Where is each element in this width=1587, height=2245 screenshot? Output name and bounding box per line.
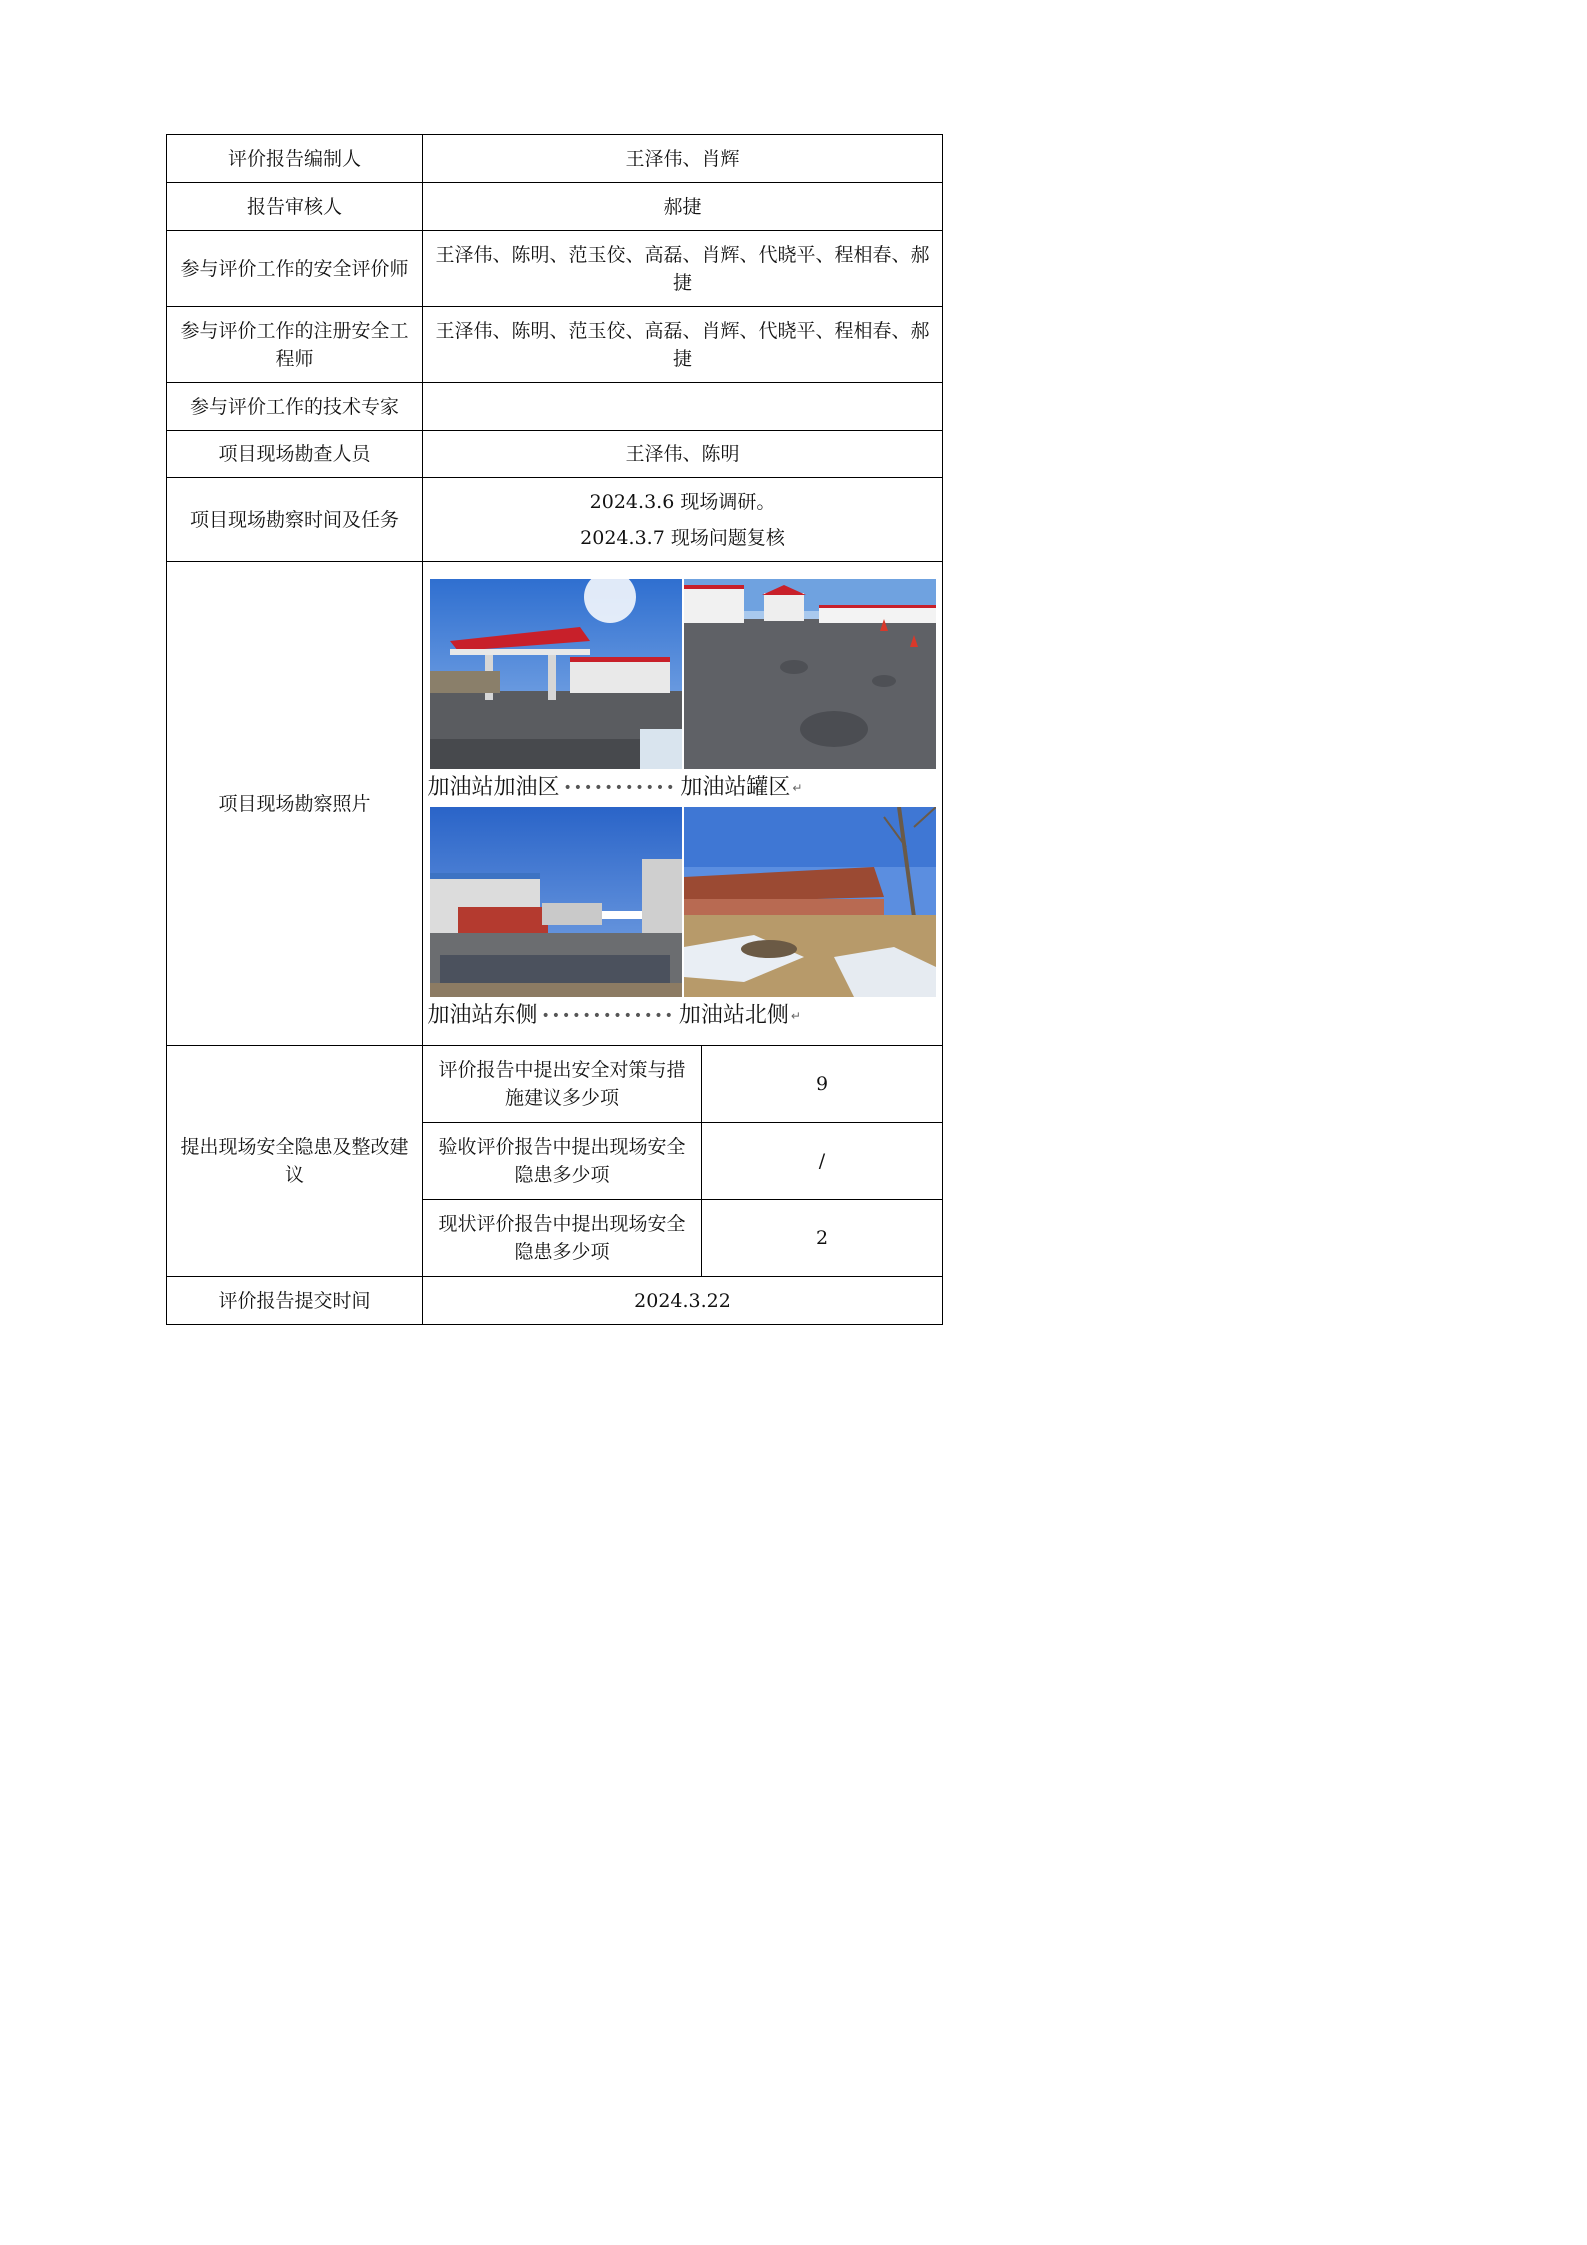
row-safety-evaluators [167, 231, 943, 307]
value-reviewer: 郝捷 [423, 183, 943, 231]
hazard-label-acceptance: 验收评价报告中提出现场安全隐患多少项 [423, 1122, 702, 1199]
value-safety-evaluators: 王泽伟、陈明、范玉佼、高磊、肖辉、代晓平、程相春、郝捷 [423, 231, 943, 307]
photos-cell [423, 562, 943, 1046]
survey-line-2: 2024.3.7 现场问题复核 [580, 526, 785, 549]
label-safety-evaluators: 参与评价工作的安全评价师 [167, 231, 423, 307]
photo-refuel-area [430, 579, 682, 769]
row-submit-time [167, 1277, 943, 1325]
row-site-personnel [167, 431, 943, 478]
label-registered-engineers: 参与评价工作的注册安全工程师 [167, 307, 423, 383]
photo-row-1 [430, 579, 936, 769]
caption-leader-dots: ••••••••••••• [541, 1007, 675, 1024]
caption-row-2 [428, 997, 938, 1035]
caption-east-side: 加油站东侧 [427, 1002, 538, 1028]
value-compiler: 王泽伟、肖辉 [423, 135, 943, 183]
caption-row-1 [428, 769, 938, 807]
value-site-personnel: 王泽伟、陈明 [423, 431, 943, 478]
hazard-value-acceptance: / [702, 1122, 943, 1199]
hazards-subtable [423, 1046, 942, 1276]
survey-line-1: 2024.3.6 现场调研。 [589, 490, 776, 513]
label-photos: 项目现场勘察照片 [167, 562, 423, 1046]
evaluation-info-table [166, 134, 943, 1325]
label-site-personnel: 项目现场勘查人员 [167, 431, 423, 478]
photo-row-2 [430, 807, 936, 997]
label-submit-time: 评价报告提交时间 [167, 1277, 423, 1325]
hazard-row [423, 1122, 942, 1199]
label-survey-time: 项目现场勘察时间及任务 [167, 478, 423, 562]
return-mark: ↵ [790, 1008, 801, 1023]
hazard-label-status: 现状评价报告中提出现场安全隐患多少项 [423, 1199, 702, 1276]
photo-north-side [684, 807, 936, 997]
hazard-value-status: 2 [702, 1199, 943, 1276]
row-registered-engineers [167, 307, 943, 383]
row-photos [167, 562, 943, 1046]
row-survey-time [167, 478, 943, 562]
photo-grid [427, 579, 938, 1035]
photo-tank-area [684, 579, 936, 769]
value-submit-time: 2024.3.22 [423, 1277, 943, 1325]
hazards-cell [423, 1046, 943, 1277]
row-tech-experts [167, 383, 943, 431]
label-reviewer: 报告审核人 [167, 183, 423, 231]
hazard-value-measures: 9 [702, 1046, 943, 1122]
value-tech-experts [423, 383, 943, 431]
label-hazards: 提出现场安全隐患及整改建议 [167, 1046, 423, 1277]
caption-leader-dots: ••••••••••• [563, 779, 677, 796]
caption-north-side: 加油站北侧 [678, 1002, 789, 1028]
caption-tank-area: 加油站罐区 [680, 774, 791, 800]
return-mark: ↵ [792, 780, 803, 795]
hazard-row [423, 1199, 942, 1276]
value-survey-time [423, 478, 943, 562]
row-compiler [167, 135, 943, 183]
row-reviewer [167, 183, 943, 231]
hazard-label-measures: 评价报告中提出安全对策与措施建议多少项 [423, 1046, 702, 1122]
label-compiler: 评价报告编制人 [167, 135, 423, 183]
caption-refuel-area: 加油站加油区 [427, 774, 560, 800]
row-hazards [167, 1046, 943, 1277]
label-tech-experts: 参与评价工作的技术专家 [167, 383, 423, 431]
hazard-row [423, 1046, 942, 1122]
value-registered-engineers: 王泽伟、陈明、范玉佼、高磊、肖辉、代晓平、程相春、郝捷 [423, 307, 943, 383]
photo-east-side [430, 807, 682, 997]
